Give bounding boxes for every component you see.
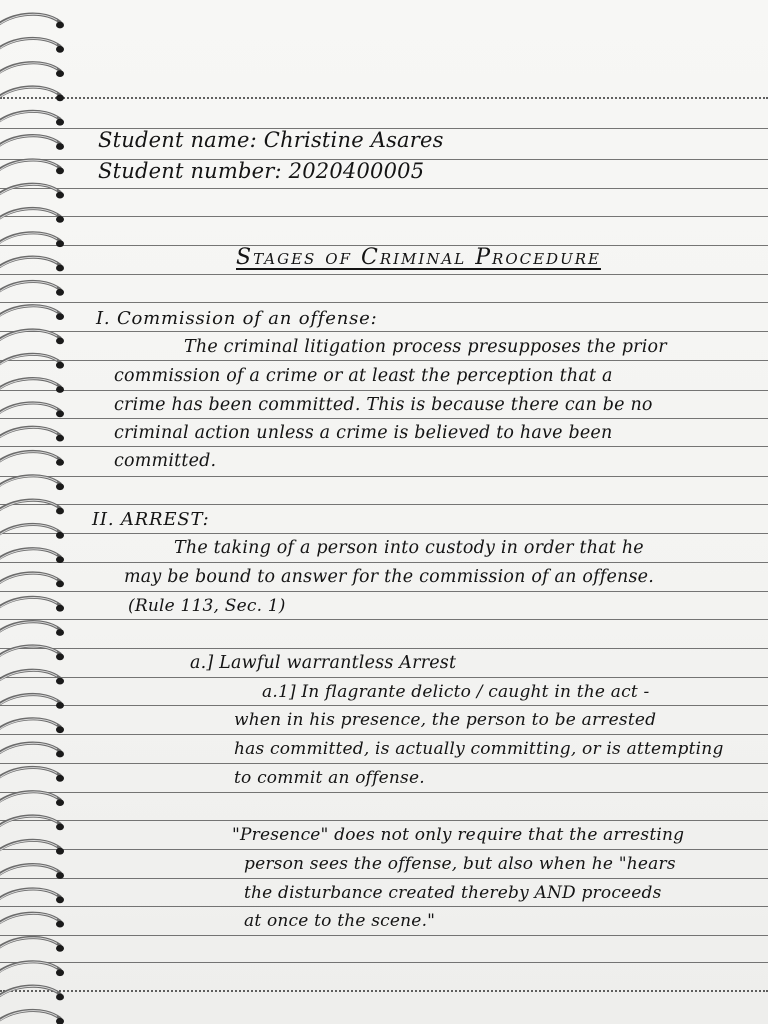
spiral-ring: [0, 816, 64, 830]
ruled-line: [0, 390, 768, 391]
page-title: Stages of Criminal Procedure: [236, 245, 601, 270]
subsection-a-line: when in his presence, the person to be arrested: [234, 710, 657, 730]
spiral-ring: [0, 306, 64, 320]
ruled-line: [0, 562, 768, 563]
spiral-ring: [0, 646, 64, 660]
section-2-line: The taking of a person into custody in order that he: [174, 538, 644, 558]
spiral-ring: [0, 792, 64, 806]
spiral-ring: [0, 184, 64, 198]
presence-note-line: the disturbance created thereby AND proceeds: [244, 883, 662, 903]
spiral-ring: [0, 573, 64, 587]
spiral-ring: [0, 403, 64, 417]
student-number: Student number: 2020400005: [98, 159, 425, 183]
section-1-line: crime has been committed. This is because there can be no: [114, 395, 653, 415]
spiral-ring: [0, 913, 64, 927]
spiral-ring: [0, 136, 64, 150]
ruled-line: [0, 849, 768, 850]
spiral-ring: [0, 38, 64, 52]
ruled-line: [0, 935, 768, 936]
ruled-line: [0, 302, 768, 303]
spiral-ring: [0, 87, 64, 101]
spiral-ring: [0, 986, 64, 1000]
bottom-margin-line: [0, 990, 768, 992]
spiral-ring: [0, 330, 64, 344]
section-1-line: commission of a crime or at least the perception that a: [114, 366, 613, 386]
ruled-line: [0, 331, 768, 332]
ruled-line: [0, 533, 768, 534]
ruled-line: [0, 418, 768, 419]
spiral-ring: [0, 622, 64, 636]
section-1-line: committed.: [114, 451, 217, 471]
spiral-ring: [0, 257, 64, 271]
ruled-line: [0, 360, 768, 361]
top-margin-line: [0, 97, 768, 99]
subsection-a-heading: a.] Lawful warrantless Arrest: [190, 653, 457, 673]
ruled-line: [0, 274, 768, 275]
ruled-line: [0, 705, 768, 706]
spiral-ring: [0, 840, 64, 854]
presence-note-line: person sees the offense, but also when he "hears: [244, 854, 676, 874]
spiral-ring: [0, 500, 64, 514]
spiral-ring: [0, 452, 64, 466]
subsection-a-line: has committed, is actually committing, or is attempting: [234, 739, 724, 759]
spiral-ring: [0, 281, 64, 295]
spiral-ring: [0, 14, 64, 28]
ruled-line: [0, 677, 768, 678]
section-1-line: The criminal litigation process presupposes the prior: [184, 337, 667, 357]
spiral-ring: [0, 427, 64, 441]
spiral-ring: [0, 938, 64, 952]
spiral-ring: [0, 767, 64, 781]
ruled-line: [0, 763, 768, 764]
spiral-ring: [0, 160, 64, 174]
presence-note-line: "Presence" does not only require that the arresting: [232, 825, 685, 845]
spiral-ring: [0, 379, 64, 393]
spiral-ring: [0, 63, 64, 77]
subsection-a-line: to commit an offense.: [234, 768, 425, 788]
ruled-line: [0, 591, 768, 592]
ruled-line: [0, 648, 768, 649]
spiral-ring: [0, 670, 64, 684]
ruled-line: [0, 792, 768, 793]
spiral-ring: [0, 597, 64, 611]
subsection-a-line: a.1] In flagrante delicto / caught in the act -: [262, 682, 650, 702]
section-2-heading: II. ARREST:: [92, 509, 210, 530]
spiral-ring: [0, 354, 64, 368]
ruled-line: [0, 820, 768, 821]
ruled-line: [0, 962, 768, 963]
section-2-citation: (Rule 113, Sec. 1): [128, 596, 286, 616]
ruled-line: [0, 619, 768, 620]
ruled-line: [0, 476, 768, 477]
spiral-ring: [0, 1010, 64, 1024]
spiral-ring: [0, 743, 64, 757]
spiral-ring: [0, 865, 64, 879]
spiral-ring: [0, 962, 64, 976]
student-name: Student name: Christine Asares: [98, 128, 444, 152]
section-2-line: may be bound to answer for the commission of an offense.: [124, 567, 654, 587]
spiral-ring: [0, 549, 64, 563]
ruled-line: [0, 216, 768, 217]
spiral-ring: [0, 209, 64, 223]
ruled-line: [0, 734, 768, 735]
ruled-line: [0, 906, 768, 907]
spiral-ring: [0, 233, 64, 247]
section-1-heading: I. Commission of an offense:: [96, 308, 378, 329]
spiral-ring: [0, 889, 64, 903]
spiral-ring: [0, 476, 64, 490]
ruled-line: [0, 446, 768, 447]
section-1-line: criminal action unless a crime is believed to have been: [114, 423, 613, 443]
spiral-ring: [0, 719, 64, 733]
spiral-ring: [0, 695, 64, 709]
presence-note-line: at once to the scene.": [244, 911, 436, 931]
ruled-line: [0, 504, 768, 505]
spiral-ring: [0, 524, 64, 538]
spiral-binding: [0, 0, 70, 1024]
spiral-ring: [0, 111, 64, 125]
ruled-line: [0, 878, 768, 879]
ruled-line: [0, 188, 768, 189]
